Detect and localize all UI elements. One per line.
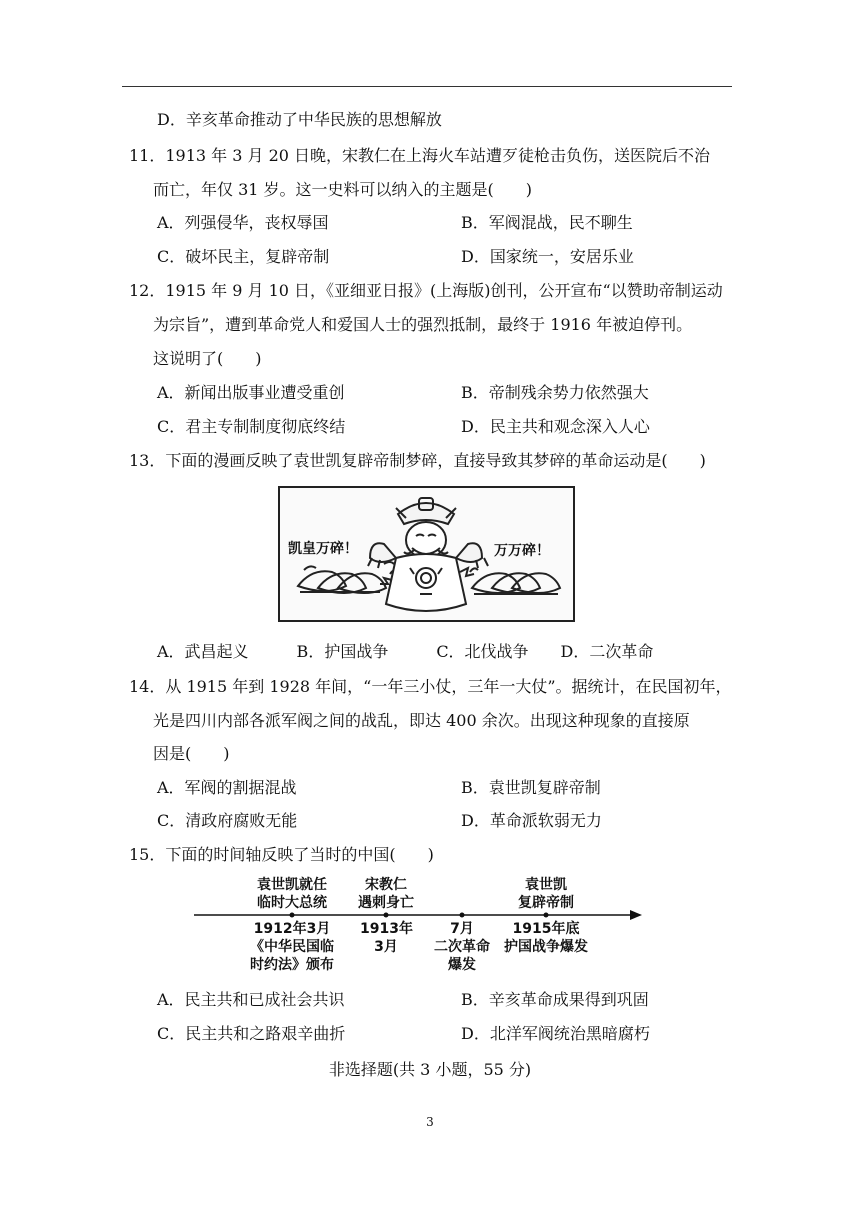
yuan-shikai-cartoon [278,486,575,622]
section-heading: 非选择题(共 3 小题，55 分) [328,1060,532,1079]
question-15-option-c: C．民主共和之路艰辛曲折 [157,1024,346,1043]
question-11-option-d: D．国家统一，安居乐业 [461,247,634,266]
timeline-event-3-desc-a: 二次革命 [434,939,490,955]
timeline-date-1: 1912年3月 [253,921,331,937]
timeline-event-4-text-a: 袁世 [525,877,553,893]
prev-option-d: D．辛亥革命推动了中华民族的思想解放 [157,110,442,129]
timeline-event-2-bottom [360,920,412,956]
question-14-stem-cont: 光是四川内部各派军阀之间的战乱，即达 400 余次。出现这种现象的直接原 [153,711,690,730]
timeline-date-4: 1915年底 [512,921,580,937]
question-12-option-b: B．帝制残余势力依然强大 [461,383,649,402]
question-15-option-d: D．北洋军阀统治黑暗腐朽 [461,1024,650,1043]
timeline-event-1-line-b: 临时大总统 [257,895,327,911]
question-15-option-a: A．民主共和已成社会共识 [157,990,345,1009]
question-14-option-b: B．袁世凯复辟帝制 [461,778,601,797]
timeline-date-3: 7月 [450,921,474,937]
question-11-option-b: B．军阀混战，民不聊生 [461,213,633,232]
timeline-event-4-text-b: 凯 [553,877,567,893]
cartoon-caption-left: 凯皇万碎！ [288,541,358,557]
question-15-option-b: B．辛亥革命成果得到巩固 [461,990,649,1009]
timeline-event-1-top [246,876,338,912]
question-12-option-c: C．君主专制制度彻底终结 [157,417,346,436]
question-15-stem: 15．下面的时间轴反映了当时的中国( ) [129,845,434,864]
timeline-date-2-month: 3月 [374,939,398,955]
question-13-options: A．武昌起义 B．护国战争 C．北伐战争 D．二次革命 [157,642,654,661]
timeline-event-2-line-a: 宋教仁 [365,877,407,893]
timeline-event-3-desc-b: 爆发 [448,957,476,973]
question-11-option-a: A．列强侵华，丧权辱国 [157,213,329,232]
timeline-event-2-top [350,876,422,912]
timeline-event-1-desc-a: 《中华民国临 [250,939,334,955]
cartoon-caption-right: 万万碎！ [494,543,550,559]
timeline-event-1-line-a: 袁世凯就任 [257,877,327,893]
page-number: 3 [426,1115,434,1129]
header-rule [122,86,732,87]
question-14-stem-cont2: 因是( ) [153,744,230,763]
question-12-stem-cont: 为宗旨”，遭到革命党人和爱国人士的强烈抵制，最终于 1916 年被迫停刊。 [153,315,693,334]
timeline-event-4-top [506,876,586,912]
question-14-stem: 14．从 1915 年到 1928 年间，“一年三小仗，三年一大仗”。据统计，在民国初年， [129,677,732,696]
question-12-stem: 12．1915 年 9 月 10 日，《亚细亚日报》(上海版)创刊，公开宣布“以赞助帝制运动 [129,281,723,300]
question-14-option-a: A．军阀的割据混战 [157,778,297,797]
question-11-option-c: C．破坏民主，复辟帝制 [157,247,330,266]
timeline-event-4-line-b: 复辟帝制 [518,895,574,911]
timeline-event-1-bottom [234,920,350,974]
timeline-date-2-year: 1913年 [360,921,413,937]
question-11-stem: 11．1913 年 3 月 20 日晚，宋教仁在上海火车站遭歹徒枪击负伤，送医院后不治 [129,146,711,165]
timeline-event-4-desc: 护国战争爆发 [504,939,588,955]
question-12-option-a: A．新闻出版事业遭受重创 [157,383,345,402]
question-12-option-d: D．民主共和观念深入人心 [461,417,650,436]
timeline-event-1-desc-b: 时约法》颁布 [250,957,334,973]
question-12-stem-cont2: 这说明了( ) [153,349,262,368]
question-14-option-c: C．清政府腐败无能 [157,811,298,830]
question-13-stem: 13．下面的漫画反映了袁世凯复辟帝制梦碎，直接导致其梦碎的革命运动是( ) [129,451,706,470]
question-11-stem-cont: 而亡，年仅 31 岁。这一史料可以纳入的主题是( ) [153,180,533,199]
timeline-event-2-line-b: 遇刺身亡 [358,895,414,911]
timeline-event-3-bottom [428,920,496,974]
question-14-option-d: D．革命派软弱无力 [461,811,602,830]
timeline-event-4-bottom [496,920,596,956]
timeline-event-4-line-a [506,876,586,894]
history-timeline [190,876,650,984]
